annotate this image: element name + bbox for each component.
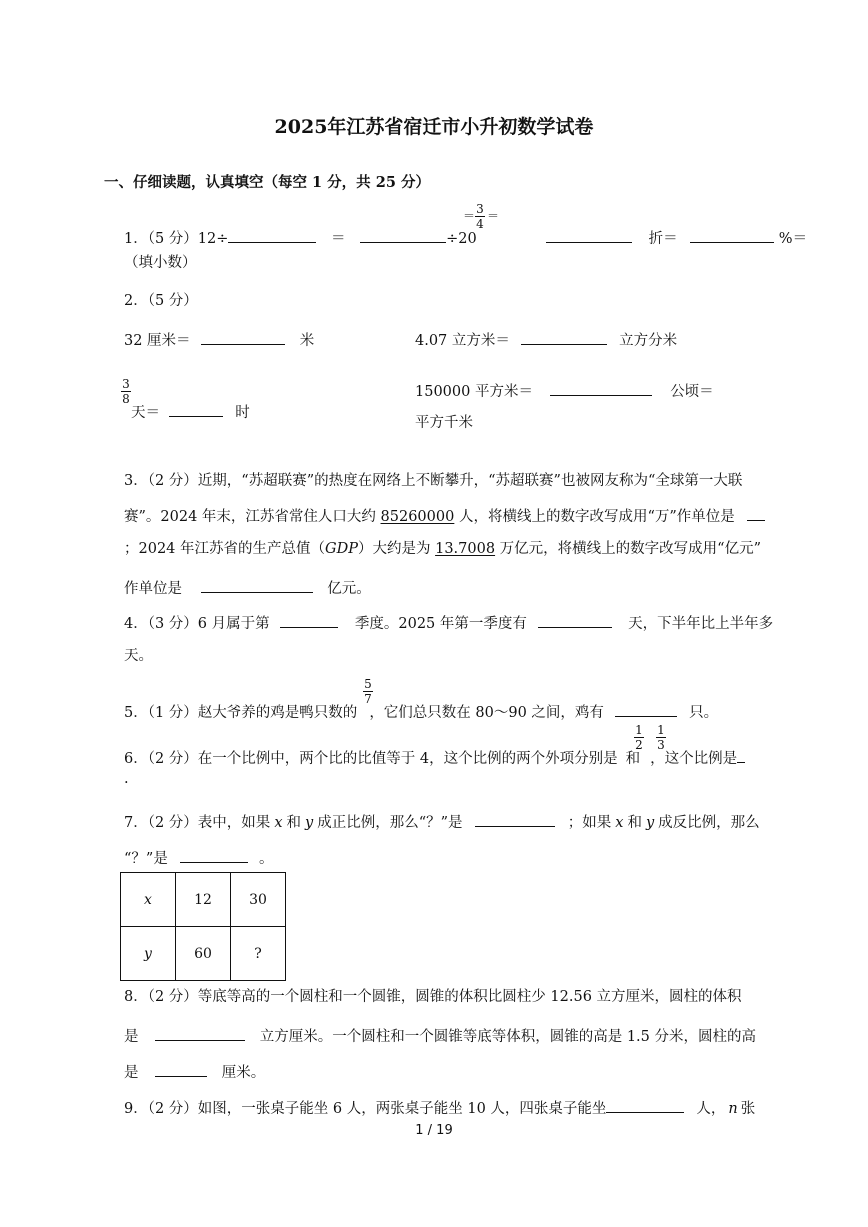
q3-text: 赛”。2024 年末，江苏省常住人口大约 xyxy=(124,509,381,525)
q8-line2 xyxy=(124,1026,756,1045)
table-cell: 12 xyxy=(176,873,231,927)
q6-text: 6．（2 分）在一个比例中，两个比的比值等于 4，这个比例的两个外项分别是 xyxy=(124,751,618,767)
q2-b-unit: 立方分米 xyxy=(619,333,678,349)
q8-text: 是 xyxy=(124,1029,139,1045)
q9-var-n: n xyxy=(728,1101,738,1117)
question-1 xyxy=(124,228,807,247)
q1-zhe: 折＝ xyxy=(648,231,678,247)
q7-text: 。 xyxy=(259,851,274,867)
q7-var-y: y xyxy=(645,815,655,831)
q4-text: 4．（3 分）6 月属于第 xyxy=(124,616,270,632)
q6-fraction-2 xyxy=(656,724,666,751)
q6-tail: . xyxy=(124,771,129,787)
q3-text: 亿元。 xyxy=(327,581,371,597)
fraction-numerator: 1 xyxy=(635,723,643,737)
q3-text: 人，将横线上的数字改写成用“万”作单位是 xyxy=(454,509,735,525)
answer-blank[interactable] xyxy=(360,228,446,243)
question-6 xyxy=(124,748,745,767)
fraction-numerator: 3 xyxy=(476,202,484,216)
q3-line3 xyxy=(124,542,761,557)
q2-a-unit: 米 xyxy=(299,333,315,349)
q2-item-c xyxy=(131,402,250,421)
table-cell: x xyxy=(121,873,176,927)
q6-text: ，这个比例是 xyxy=(650,751,738,767)
answer-blank[interactable] xyxy=(475,812,555,827)
q7-and: 和 xyxy=(627,815,642,831)
q8-text: 厘米。 xyxy=(221,1065,266,1081)
answer-blank[interactable] xyxy=(550,381,652,396)
q2-d-label: 150000 平方米＝ xyxy=(415,384,533,400)
fraction-denominator: 3 xyxy=(657,738,665,752)
q5-text: ，它们总只数在 80～90 之间，鸡有 xyxy=(369,705,604,721)
page-number: 1 / 19 xyxy=(415,1123,453,1138)
q4-tail: 天。 xyxy=(124,648,153,664)
question-7 xyxy=(124,812,760,831)
q3-line1: 3．（2 分）近期，“苏超联赛”的热度在网络上不断攀升，“苏超联赛”也被网友称为“全球第一大联 xyxy=(124,473,743,489)
q5-fraction xyxy=(363,678,373,705)
q2-d-tail: 平方千米 xyxy=(415,415,473,431)
answer-blank[interactable] xyxy=(280,613,338,628)
answer-blank[interactable] xyxy=(521,330,607,345)
q7-var-x: x xyxy=(615,815,624,831)
answer-blank[interactable] xyxy=(155,1062,207,1077)
table-cell: 30 xyxy=(231,873,286,927)
q7-line2 xyxy=(124,848,274,867)
q2-c-fraction xyxy=(121,378,131,405)
q3-gdp: GDP xyxy=(325,541,358,557)
q1-pct: %＝ xyxy=(778,231,808,247)
question-5 xyxy=(124,702,718,721)
table-cell: ? xyxy=(231,927,286,981)
answer-blank[interactable] xyxy=(615,702,677,717)
q2-d-unit: 公顷＝ xyxy=(670,384,714,400)
fraction-numerator: 5 xyxy=(364,677,372,691)
fraction-numerator: 3 xyxy=(122,377,130,391)
question-2-head: 2．（5 分） xyxy=(124,293,198,309)
q7-text: 成反比例，那么 xyxy=(658,815,760,831)
q6-and: 和 xyxy=(625,751,641,767)
q3-line2 xyxy=(124,506,765,525)
q7-var-x: x xyxy=(274,815,283,831)
q9-text: 人， xyxy=(696,1101,726,1117)
q7-and: 和 xyxy=(286,815,301,831)
answer-blank[interactable] xyxy=(201,578,313,593)
answer-blank[interactable] xyxy=(169,402,223,417)
q2-item-d xyxy=(415,381,714,400)
q8-line3 xyxy=(124,1062,265,1081)
q4-text: 季度。2025 年第一季度有 xyxy=(354,616,527,632)
q8-text: 立方厘米。一个圆柱和一个圆锥等底等体积，圆锥的高是 1.5 分米，圆柱的高 xyxy=(259,1029,756,1045)
q7-text: 成正比例，那么“？”是 xyxy=(317,815,463,831)
answer-blank[interactable] xyxy=(180,848,248,863)
q5-text: 5．（1 分）赵大爷养的鸡是鸭只数的 xyxy=(124,705,358,721)
answer-blank[interactable] xyxy=(606,1098,684,1113)
answer-blank[interactable] xyxy=(747,506,765,521)
q7-text: 7．（2 分）表中，如果 xyxy=(124,815,271,831)
answer-blank[interactable] xyxy=(690,228,774,243)
answer-blank[interactable] xyxy=(737,748,745,763)
q9-text: 9．（2 分）如图，一张桌子能坐 6 人，两张桌子能坐 10 人，四张桌子能坐 xyxy=(124,1101,607,1117)
proportion-table xyxy=(120,872,286,981)
fraction-denominator: 8 xyxy=(122,392,130,406)
q7-text: “？”是 xyxy=(124,851,168,867)
q3-line4 xyxy=(124,578,371,597)
fraction-denominator: 2 xyxy=(635,738,643,752)
q7-var-y: y xyxy=(305,815,314,831)
q1-eq-right: ＝ xyxy=(487,209,500,223)
q3-text: 作单位是 xyxy=(124,581,182,597)
answer-blank[interactable] xyxy=(201,330,285,345)
answer-blank[interactable] xyxy=(546,228,632,243)
q7-text: ；如果 xyxy=(567,815,612,831)
fraction-numerator: 1 xyxy=(657,723,665,737)
answer-blank[interactable] xyxy=(228,228,316,243)
q3-text: ；2024 年江苏省的生产总值（ xyxy=(124,541,326,557)
q2-item-b xyxy=(415,330,677,349)
question-9 xyxy=(124,1098,755,1117)
q3-underlined-number: 85260000 xyxy=(380,509,455,525)
q2-c-unit: 时 xyxy=(235,405,250,421)
q2-item-a xyxy=(124,330,314,349)
q9-text: 张 xyxy=(740,1101,756,1117)
q5-text: 只。 xyxy=(689,705,719,721)
q3-underlined-number: 13.7008 xyxy=(435,541,496,557)
answer-blank[interactable] xyxy=(538,613,612,628)
table-row xyxy=(121,927,286,981)
q2-c-label: 天＝ xyxy=(131,405,160,421)
section-heading: 一、仔细读题，认真填空（每空 1 分，共 25 分） xyxy=(104,174,430,191)
table-cell: y xyxy=(121,927,176,981)
q4-text: 天，下半年比上半年多 xyxy=(628,616,774,632)
q1-equals: ＝ xyxy=(331,231,346,247)
q1-div20: ÷20 xyxy=(446,231,477,247)
fraction-denominator: 7 xyxy=(364,692,372,706)
q1-eq-left: ＝ xyxy=(463,209,476,223)
q1-tail: （填小数） xyxy=(124,255,197,271)
page-title: 2025年江苏省宿迁市小升初数学试卷 xyxy=(274,116,594,138)
q2-a-label: 32 厘米＝ xyxy=(124,333,191,349)
q8-line1: 8．（2 分）等底等高的一个圆柱和一个圆锥，圆锥的体积比圆柱少 12.56 立方厘米，圆柱的体积 xyxy=(124,989,742,1005)
table-row xyxy=(121,873,286,927)
question-4 xyxy=(124,613,773,632)
q3-text: ）大约是为 xyxy=(357,541,436,557)
q3-text: 万亿元，将横线上的数字改写成用“亿元” xyxy=(495,541,761,557)
q8-text: 是 xyxy=(124,1065,139,1081)
fraction-denominator: 4 xyxy=(476,217,484,231)
q6-fraction-1 xyxy=(634,724,644,751)
q1-prefix: 1．（5 分）12÷ xyxy=(124,231,229,247)
q2-b-label: 4.07 立方米＝ xyxy=(415,333,510,349)
answer-blank[interactable] xyxy=(155,1026,245,1041)
table-cell: 60 xyxy=(176,927,231,981)
